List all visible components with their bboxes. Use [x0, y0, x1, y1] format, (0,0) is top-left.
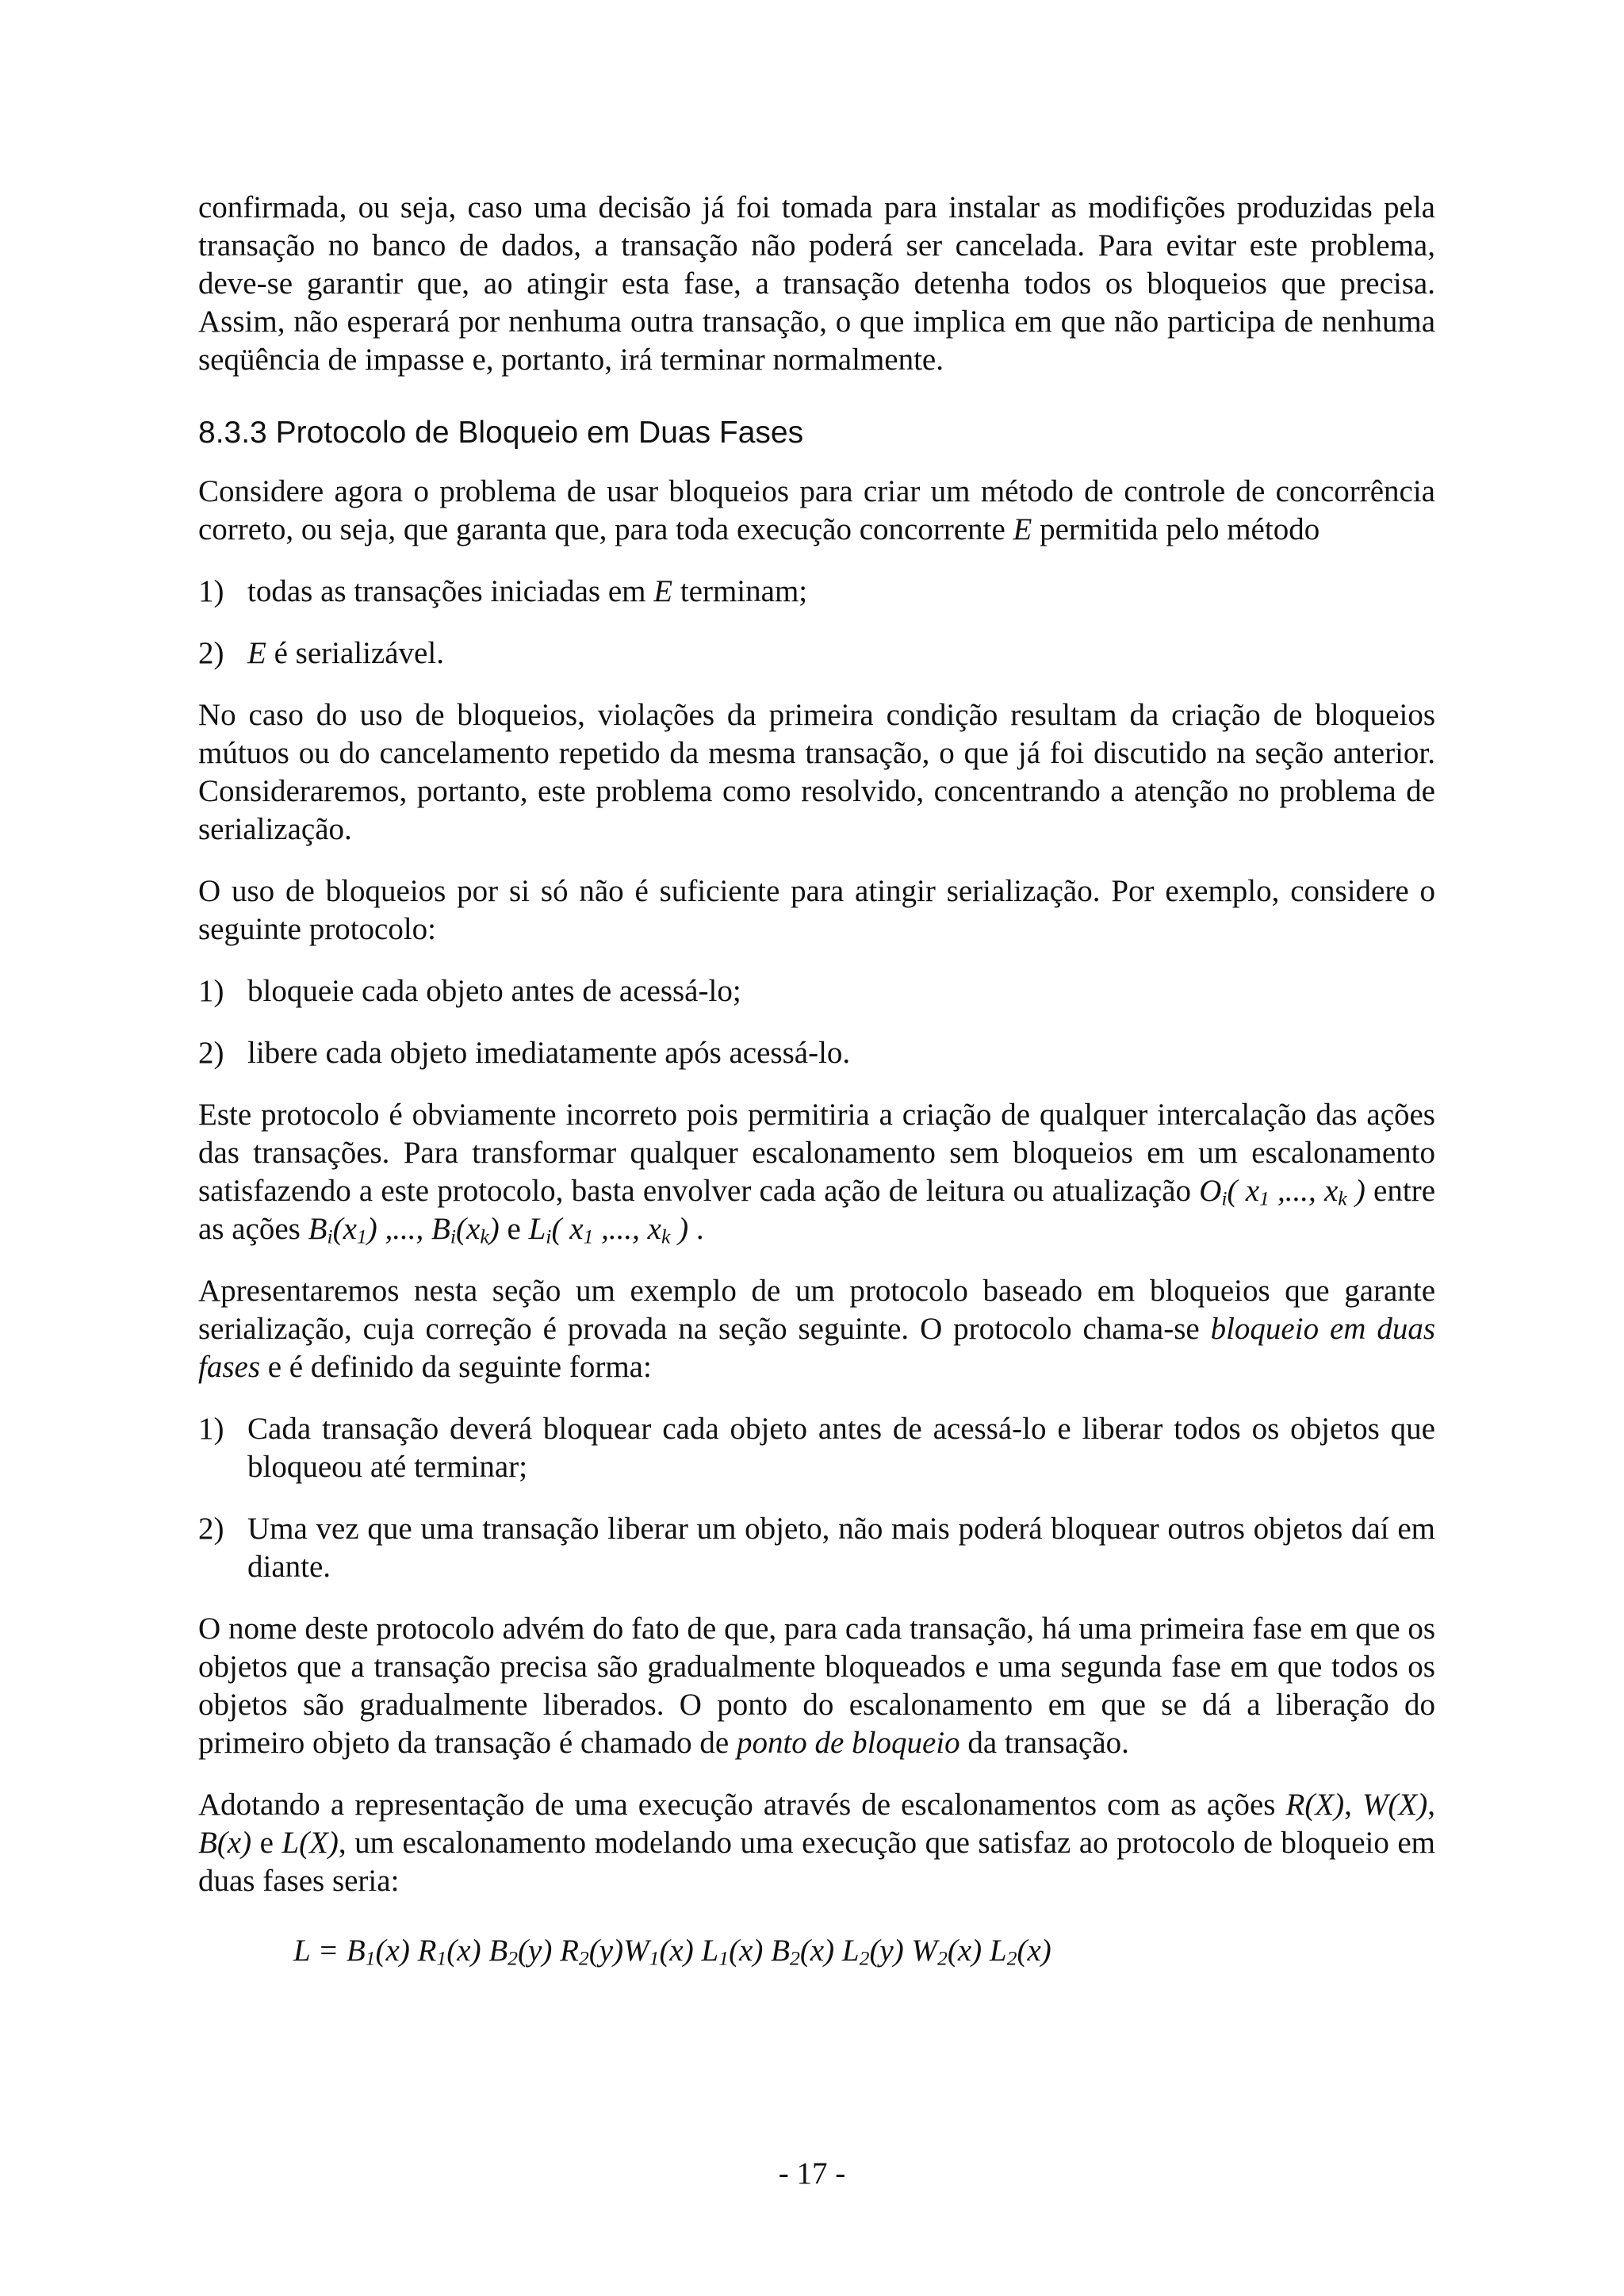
paragraph-text: , — [1344, 1788, 1362, 1822]
math-ellipsis: ,..., — [377, 1212, 432, 1246]
formula-term: $B_1(x)$ — [346, 1934, 418, 1970]
paragraph-text: e é definido da seguinte forma: — [260, 1350, 652, 1384]
emphasis-term: ponto de bloqueio — [736, 1726, 960, 1760]
math-Oi: $O_i$( $x_1$ ,..., $x_k$ ) — [1199, 1174, 1365, 1210]
list-item-text-a: todas as transações iniciadas em — [247, 574, 654, 608]
list-item — [198, 1034, 1435, 1072]
formula-term: $W_2(x)$ — [911, 1934, 990, 1970]
document-page — [198, 189, 1435, 1970]
two-phase-rules-list — [198, 1410, 1435, 1586]
list-item — [198, 573, 1435, 611]
list-item-text-b: terminam; — [672, 574, 808, 608]
schedule-formula — [293, 1932, 1435, 1970]
list-item-number: 1) — [198, 574, 224, 608]
paragraph-text: . — [688, 1212, 704, 1246]
formula-term: $R_2(y)$ — [560, 1934, 624, 1970]
math-Bi-x1: $B_i(x_1)$ — [308, 1212, 377, 1248]
math-E: E — [1013, 512, 1032, 546]
list-item — [198, 634, 1435, 673]
paragraph-text: e — [251, 1826, 282, 1860]
math-WX: W(X) — [1362, 1788, 1428, 1822]
list-item-text: libere cada objeto imediatamente após acessá-lo. — [247, 1036, 851, 1070]
math-Bx: B(x) — [198, 1826, 252, 1860]
formula-term: $W_1(x)$ — [623, 1934, 702, 1970]
paragraph-text: O nome deste protocolo advém do fato de que, para cada transação, há uma primeira fase em que os objetos que a transação precisa são gradualmente bloqueados e uma segunda fase em que todos os objetos são gradualmente liberados. O ponto do escalonamento em que se dá a liberação do primeiro objeto da transação é chamado de — [198, 1612, 1435, 1760]
formula-term: $L_1(x)$ — [701, 1934, 772, 1970]
section-heading: 8.3.3 Protocolo de Bloqueio em Duas Fases — [198, 416, 804, 450]
paragraph-text: Este protocolo é obviamente incorreto pois permitiria a criação de qualquer intercalação das ações das transações. Para transformar qualquer escalonamento sem bloqueios em um escalonamento satisfazendo a este protocolo, basta envolver cada ação de leitura ou atualização — [198, 1098, 1435, 1208]
paragraph-text: , — [1427, 1788, 1435, 1822]
math-LX: L(X) — [282, 1826, 339, 1860]
paragraph-representation — [198, 1786, 1435, 1900]
formula-term: $L_2(y)$ — [841, 1934, 912, 1970]
math-Bi-xk: $B_i(x_k)$ — [431, 1212, 500, 1248]
formula-term: $B_2(y)$ — [488, 1934, 561, 1970]
paragraph-violations: No caso do uso de bloqueios, violações da primeira condição resultam da criação de bloqueios mútuos ou do cancelamento repetido da mesma transação, o que já foi discutido na seção anterior. Consideraremos, portanto, este problema como resolvido, concentrando a atenção no problema de serialização. — [198, 698, 1435, 846]
formula-term: $R_1(x)$ — [417, 1934, 489, 1970]
list-item-number: 1) — [198, 1412, 224, 1446]
page-number: - 17 - — [778, 2156, 846, 2191]
paragraph-text: Adotando a representação de uma execução através de escalonamentos com as ações — [198, 1788, 1286, 1822]
paragraph-two-phase-intro — [198, 1272, 1435, 1386]
paragraph-text: Apresentaremos nesta seção um exemplo de um protocolo baseado em bloqueios que garante serialização, cuja correção é provada na seção seguinte. O protocolo chama-se — [198, 1274, 1435, 1346]
formula-term: L = — [293, 1934, 347, 1968]
paragraph-text: da transação. — [959, 1726, 1129, 1760]
conditions-list — [198, 573, 1435, 673]
paragraph-incorrect-protocol — [198, 1096, 1435, 1248]
paragraph-consider — [198, 473, 1435, 549]
list-item-number: 2) — [198, 1512, 224, 1546]
formula-term: $B_2(x)$ — [771, 1934, 842, 1970]
paragraph-text: e — [499, 1212, 529, 1246]
list-item-text: Uma vez que uma transação liberar um objeto, não mais poderá bloquear outros objetos daí em diante. — [247, 1512, 1435, 1584]
paragraph-locks-insufficient: O uso de bloqueios por si só não é suficiente para atingir serialização. Por exemplo, considere o seguinte protocolo: — [198, 874, 1435, 946]
list-item-number: 2) — [198, 636, 224, 670]
math-Li: $L_i$( $x_1$ ,..., $x_k$ ) — [528, 1212, 689, 1248]
math-E: E — [247, 636, 266, 670]
math-E: E — [653, 574, 673, 608]
list-item-text-b: é serializável. — [266, 636, 444, 670]
paragraph-consider-text-b: permitida pelo método — [1032, 512, 1320, 546]
emphasis-term: bloqueio em duas fases — [198, 1312, 1435, 1384]
list-item — [198, 1510, 1435, 1586]
math-RX: R(X) — [1285, 1788, 1345, 1822]
paragraph-text: entre as ações — [198, 1174, 1436, 1246]
simple-protocol-list — [198, 972, 1435, 1072]
formula-term: $L_2(x)$ — [989, 1934, 1051, 1970]
paragraph-consider-text-a: Considere agora o problema de usar bloqueios para criar um método de controle de concorrência correto, ou seja, que garanta que, para toda execução concorrente — [198, 474, 1435, 546]
list-item-text — [247, 573, 1435, 611]
list-item-number: 1) — [198, 974, 224, 1008]
list-item — [198, 1410, 1435, 1486]
paragraph-protocol-name — [198, 1610, 1435, 1762]
list-item-text — [247, 634, 1435, 673]
paragraph-text: , um escalonamento modelando uma execução que satisfaz ao protocolo de bloqueio em duas fases seria: — [198, 1826, 1435, 1898]
list-item-text: bloqueie cada objeto antes de acessá-lo; — [247, 974, 741, 1008]
list-item-text: Cada transação deverá bloquear cada objeto antes de acessá-lo e liberar todos os objetos que bloqueou até terminar; — [247, 1412, 1435, 1484]
list-item — [198, 972, 1435, 1010]
intro-paragraph: confirmada, ou seja, caso uma decisão já foi tomada para instalar as modifições produzidas pela transação no banco de dados, a transação não poderá ser cancelada. Para evitar este problema, deve-se garantir que, ao atingir esta fase, a transação detenha todos os bloqueios que precisa. Assim, não esperará por nenhuma outra transação, o que implica em que não participa de nenhuma seqüência de impasse e, portanto, irá terminar normalmente. — [198, 190, 1435, 377]
list-item-number: 2) — [198, 1036, 224, 1070]
